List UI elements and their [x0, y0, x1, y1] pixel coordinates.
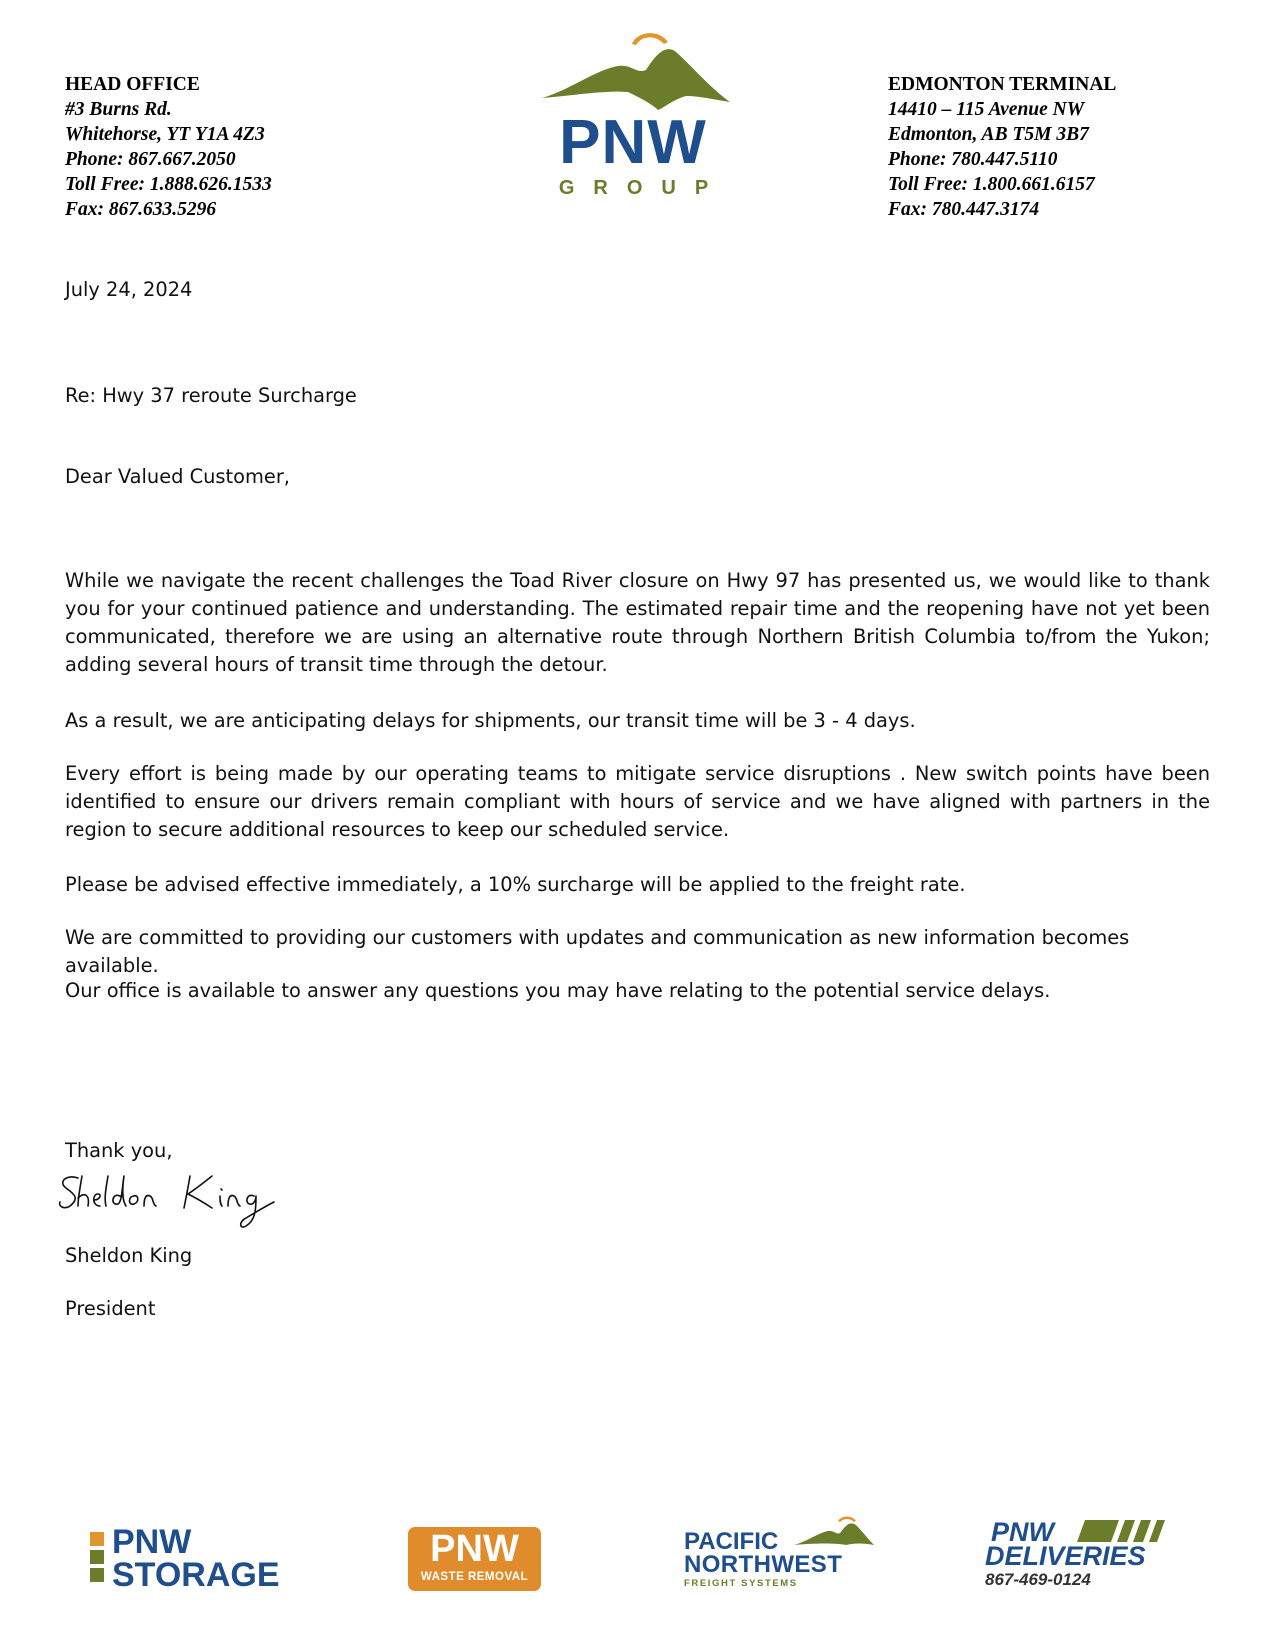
- storage-logo-line2: STORAGE: [112, 1556, 280, 1594]
- terminal-title: EDMONTON TERMINAL: [888, 74, 1117, 95]
- head-office-fax: Fax: 867.633.5296: [65, 199, 217, 220]
- head-office-title: HEAD OFFICE: [65, 74, 200, 95]
- storage-logo-line1: PNW: [112, 1523, 192, 1561]
- letter-subject: Re: Hwy 37 reroute Surcharge: [65, 384, 357, 407]
- waste-logo-line1: PNW: [430, 1528, 519, 1570]
- mountain-sun-icon: [540, 30, 730, 115]
- mountain-sun-icon: [794, 1515, 874, 1549]
- paragraph-closure: While we navigate the recent challenges the Toad River closure on Hwy 97 has presented us, we would like to thank you for your continued patience and understanding. The estimated repair time and the reopening have not yet been communicated, therefore we are using an alternative route through Northern British Columbia to/from the Yukon; adding several hours of transit time through the detour.: [65, 569, 1210, 676]
- logo-wordmark: PNW: [559, 108, 707, 177]
- letter-closing: Thank you,: [65, 1139, 173, 1162]
- pacific-northwest-logo: [684, 1515, 874, 1590]
- square-icon: [90, 1532, 104, 1546]
- pacific-logo-line1: PACIFIC: [684, 1528, 779, 1555]
- paragraph-updates: We are committed to providing our customers with updates and communication as new information becomes available.: [65, 926, 1130, 977]
- pacific-logo-line3: FREIGHT SYSTEMS: [684, 1578, 798, 1589]
- square-icon: [90, 1568, 104, 1582]
- letter-date: July 24, 2024: [65, 278, 193, 301]
- terminal-address: [888, 72, 1116, 222]
- letter-salutation: Dear Valued Customer,: [65, 465, 290, 488]
- paragraph-surcharge: Please be advised effective immediately, a 10% surcharge will be applied to the freight rate.: [65, 873, 966, 896]
- pnw-storage-logo: [90, 1523, 305, 1594]
- head-office-address: [65, 72, 272, 222]
- paragraph-delays: As a result, we are anticipating delays for shipments, our transit time will be 3 - 4 days.: [65, 709, 916, 732]
- pnw-group-logo: [540, 30, 730, 205]
- terminal-fax: Fax: 780.447.3174: [888, 199, 1040, 220]
- deliveries-logo-line2: DELIVERIES: [985, 1541, 1146, 1571]
- logo-subtitle: GROUP: [558, 177, 728, 199]
- head-office-tollfree: Toll Free: 1.888.626.1533: [65, 174, 272, 195]
- terminal-street: 14410 – 115 Avenue NW: [888, 99, 1085, 120]
- signer-title: President: [65, 1297, 156, 1320]
- head-office-city: Whitehorse, YT Y1A 4Z3: [65, 124, 265, 145]
- terminal-tollfree: Toll Free: 1.800.661.6157: [888, 174, 1095, 195]
- head-office-phone: Phone: 867.667.2050: [65, 149, 236, 170]
- deliveries-logo-line1: PNW: [991, 1517, 1054, 1547]
- paragraph-efforts: Every effort is being made by our operating teams to mitigate service disruptions . New switch points have been identified to ensure our drivers remain compliant with hours of service and we have aligned with partners in the region to secure additional resources to keep our scheduled service.: [65, 762, 1210, 841]
- deliveries-logo-phone: 867-469-0124: [985, 1570, 1091, 1589]
- terminal-phone: Phone: 780.447.5110: [888, 149, 1058, 170]
- pnw-deliveries-logo: [985, 1518, 1165, 1588]
- pacific-logo-line2: NORTHWEST: [684, 1551, 843, 1578]
- square-icon: [90, 1550, 104, 1564]
- head-office-street: #3 Burns Rd.: [65, 99, 172, 120]
- terminal-city: Edmonton, AB T5M 3B7: [888, 124, 1089, 145]
- waste-logo-line2: WASTE REMOVAL: [420, 1571, 529, 1583]
- signature: [56, 1168, 286, 1230]
- signer-name: Sheldon King: [65, 1244, 193, 1267]
- paragraph-questions: Our office is available to answer any questions you may have relating to the potential service delays.: [65, 979, 1051, 1002]
- pnw-waste-removal-logo: [408, 1527, 541, 1591]
